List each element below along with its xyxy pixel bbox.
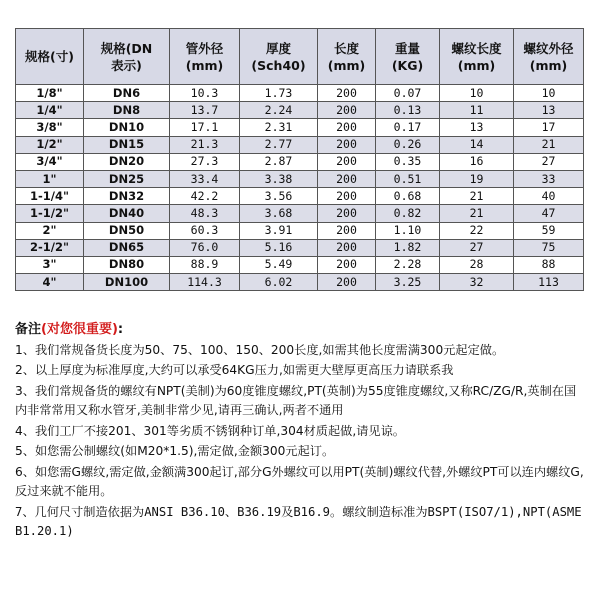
table-cell: 3.25 bbox=[376, 274, 440, 291]
table-cell: 21 bbox=[514, 136, 584, 153]
spec-table bbox=[15, 28, 584, 291]
table-cell: 19 bbox=[440, 170, 514, 187]
table-cell: 17 bbox=[514, 119, 584, 136]
table-cell: DN10 bbox=[84, 119, 170, 136]
note-item: 3、我们常规备货的螺纹有NPT(美制)为60度锥度螺纹,PT(英制)为55度锥度螺纹,又称RC/ZG/R,英制在国内非常常用又称水管牙,美制非常少见,请再三确认,两者不通用 bbox=[15, 383, 577, 417]
table-cell: 11 bbox=[440, 102, 514, 119]
table-cell: 6.02 bbox=[240, 274, 318, 291]
table-cell: 200 bbox=[318, 239, 376, 256]
column-header: 规格(寸) bbox=[16, 29, 84, 85]
table-cell: 1/8" bbox=[16, 85, 84, 102]
table-cell: DN6 bbox=[84, 85, 170, 102]
table-cell: 3.68 bbox=[240, 205, 318, 222]
table-cell: 2.24 bbox=[240, 102, 318, 119]
table-cell: DN100 bbox=[84, 274, 170, 291]
table-cell: 5.16 bbox=[240, 239, 318, 256]
table-cell: 21.3 bbox=[170, 136, 240, 153]
column-header: 螺纹外径 (mm) bbox=[514, 29, 584, 85]
table-cell: 1.10 bbox=[376, 222, 440, 239]
table-cell: 2.77 bbox=[240, 136, 318, 153]
notes-title-emphasis: (对您很重要) bbox=[41, 322, 118, 337]
table-cell: 3.91 bbox=[240, 222, 318, 239]
table-cell: DN20 bbox=[84, 153, 170, 170]
table-cell: 47 bbox=[514, 205, 584, 222]
notes-title-prefix: 备注 bbox=[15, 322, 42, 337]
table-cell: DN15 bbox=[84, 136, 170, 153]
table-cell: 10 bbox=[440, 85, 514, 102]
note-item: 7、几何尺寸制造依据为ANSI B36.10、B36.19及B16.9。螺纹制造标准为BSPT(ISO7/1),NPT(ASME B1.20.1) bbox=[15, 504, 582, 538]
table-cell: 10.3 bbox=[170, 85, 240, 102]
table-cell: 88.9 bbox=[170, 256, 240, 273]
table-cell: 4" bbox=[16, 274, 84, 291]
table-cell: 13 bbox=[514, 102, 584, 119]
table-cell: 5.49 bbox=[240, 256, 318, 273]
note-item: 4、我们工厂不接201、301等劣质不锈钢种订单,304材质起做,请见谅。 bbox=[15, 423, 405, 438]
table-cell: 1" bbox=[16, 170, 84, 187]
table-cell: 10 bbox=[514, 85, 584, 102]
table-cell: 3" bbox=[16, 256, 84, 273]
table-cell: 27.3 bbox=[170, 153, 240, 170]
table-cell: 75 bbox=[514, 239, 584, 256]
table-cell: 76.0 bbox=[170, 239, 240, 256]
column-header: 管外径 (mm) bbox=[170, 29, 240, 85]
table-cell: 60.3 bbox=[170, 222, 240, 239]
table-cell: 88 bbox=[514, 256, 584, 273]
column-header: 螺纹长度 (mm) bbox=[440, 29, 514, 85]
table-cell: 13.7 bbox=[170, 102, 240, 119]
table-cell: 200 bbox=[318, 222, 376, 239]
table-row bbox=[16, 222, 584, 239]
table-cell: 200 bbox=[318, 188, 376, 205]
note-item: 6、如您需G螺纹,需定做,金额满300起订,部分G外螺纹可以用PT(英制)螺纹代替,外螺纹PT可以连内螺纹G,反过来就不能用。 bbox=[15, 464, 584, 498]
table-cell: 1.73 bbox=[240, 85, 318, 102]
table-cell: 1-1/2" bbox=[16, 205, 84, 222]
notes-section bbox=[15, 320, 585, 543]
table-cell: 200 bbox=[318, 274, 376, 291]
table-cell: 2.31 bbox=[240, 119, 318, 136]
table-cell: 28 bbox=[440, 256, 514, 273]
table-cell: 0.17 bbox=[376, 119, 440, 136]
table-cell: 59 bbox=[514, 222, 584, 239]
table-cell: 0.68 bbox=[376, 188, 440, 205]
spec-table-container bbox=[15, 28, 583, 291]
table-cell: DN32 bbox=[84, 188, 170, 205]
column-header: 规格(DN 表示) bbox=[84, 29, 170, 85]
table-cell: 3.56 bbox=[240, 188, 318, 205]
note-item: 2、以上厚度为标准厚度,大约可以承受64KG压力,如需更大壁厚更高压力请联系我 bbox=[15, 363, 454, 377]
table-cell: 2.28 bbox=[376, 256, 440, 273]
table-cell: 1.82 bbox=[376, 239, 440, 256]
table-cell: 3/4" bbox=[16, 153, 84, 170]
table-cell: 42.2 bbox=[170, 188, 240, 205]
table-cell: DN40 bbox=[84, 205, 170, 222]
notes-title bbox=[15, 320, 585, 340]
table-cell: 14 bbox=[440, 136, 514, 153]
table-cell: 113 bbox=[514, 274, 584, 291]
table-row bbox=[16, 256, 584, 273]
table-cell: 2-1/2" bbox=[16, 239, 84, 256]
table-cell: 27 bbox=[440, 239, 514, 256]
table-row bbox=[16, 239, 584, 256]
table-cell: 1/4" bbox=[16, 102, 84, 119]
table-cell: 200 bbox=[318, 102, 376, 119]
table-cell: 3/8" bbox=[16, 119, 84, 136]
table-row bbox=[16, 85, 584, 102]
table-cell: 200 bbox=[318, 119, 376, 136]
table-cell: 32 bbox=[440, 274, 514, 291]
table-row bbox=[16, 274, 584, 291]
table-row bbox=[16, 170, 584, 187]
column-header: 厚度 (Sch40) bbox=[240, 29, 318, 85]
table-cell: 2.87 bbox=[240, 153, 318, 170]
table-cell: DN80 bbox=[84, 256, 170, 273]
table-cell: 13 bbox=[440, 119, 514, 136]
table-cell: 0.26 bbox=[376, 136, 440, 153]
table-cell: 200 bbox=[318, 205, 376, 222]
notes-title-suffix: : bbox=[117, 322, 124, 337]
table-row bbox=[16, 102, 584, 119]
table-cell: 1-1/4" bbox=[16, 188, 84, 205]
table-cell: DN8 bbox=[84, 102, 170, 119]
table-cell: DN50 bbox=[84, 222, 170, 239]
table-cell: 3.38 bbox=[240, 170, 318, 187]
table-cell: 27 bbox=[514, 153, 584, 170]
table-cell: 0.35 bbox=[376, 153, 440, 170]
table-cell: 200 bbox=[318, 85, 376, 102]
column-header: 长度 (mm) bbox=[318, 29, 376, 85]
table-cell: 0.51 bbox=[376, 170, 440, 187]
table-cell: 200 bbox=[318, 170, 376, 187]
table-body bbox=[16, 85, 584, 291]
column-header: 重量 (KG) bbox=[376, 29, 440, 85]
table-cell: DN25 bbox=[84, 170, 170, 187]
table-cell: DN65 bbox=[84, 239, 170, 256]
note-item: 1、我们常规备货长度为50、75、100、150、200长度,如需其他长度需满300元起定做。 bbox=[15, 342, 505, 357]
table-cell: 0.82 bbox=[376, 205, 440, 222]
table-cell: 200 bbox=[318, 136, 376, 153]
table-cell: 33 bbox=[514, 170, 584, 187]
table-cell: 21 bbox=[440, 205, 514, 222]
table-row bbox=[16, 205, 584, 222]
table-cell: 33.4 bbox=[170, 170, 240, 187]
table-row bbox=[16, 153, 584, 170]
table-cell: 200 bbox=[318, 256, 376, 273]
table-cell: 114.3 bbox=[170, 274, 240, 291]
table-cell: 48.3 bbox=[170, 205, 240, 222]
table-row bbox=[16, 188, 584, 205]
table-cell: 1/2" bbox=[16, 136, 84, 153]
table-cell: 16 bbox=[440, 153, 514, 170]
table-cell: 21 bbox=[440, 188, 514, 205]
table-cell: 0.07 bbox=[376, 85, 440, 102]
table-row bbox=[16, 119, 584, 136]
table-cell: 17.1 bbox=[170, 119, 240, 136]
table-cell: 22 bbox=[440, 222, 514, 239]
table-cell: 2" bbox=[16, 222, 84, 239]
table-cell: 200 bbox=[318, 153, 376, 170]
table-cell: 0.13 bbox=[376, 102, 440, 119]
table-row bbox=[16, 136, 584, 153]
note-item: 5、如您需公制螺纹(如M20*1.5),需定做,金额300元起订。 bbox=[15, 444, 335, 458]
table-header-row bbox=[16, 29, 584, 85]
table-cell: 40 bbox=[514, 188, 584, 205]
